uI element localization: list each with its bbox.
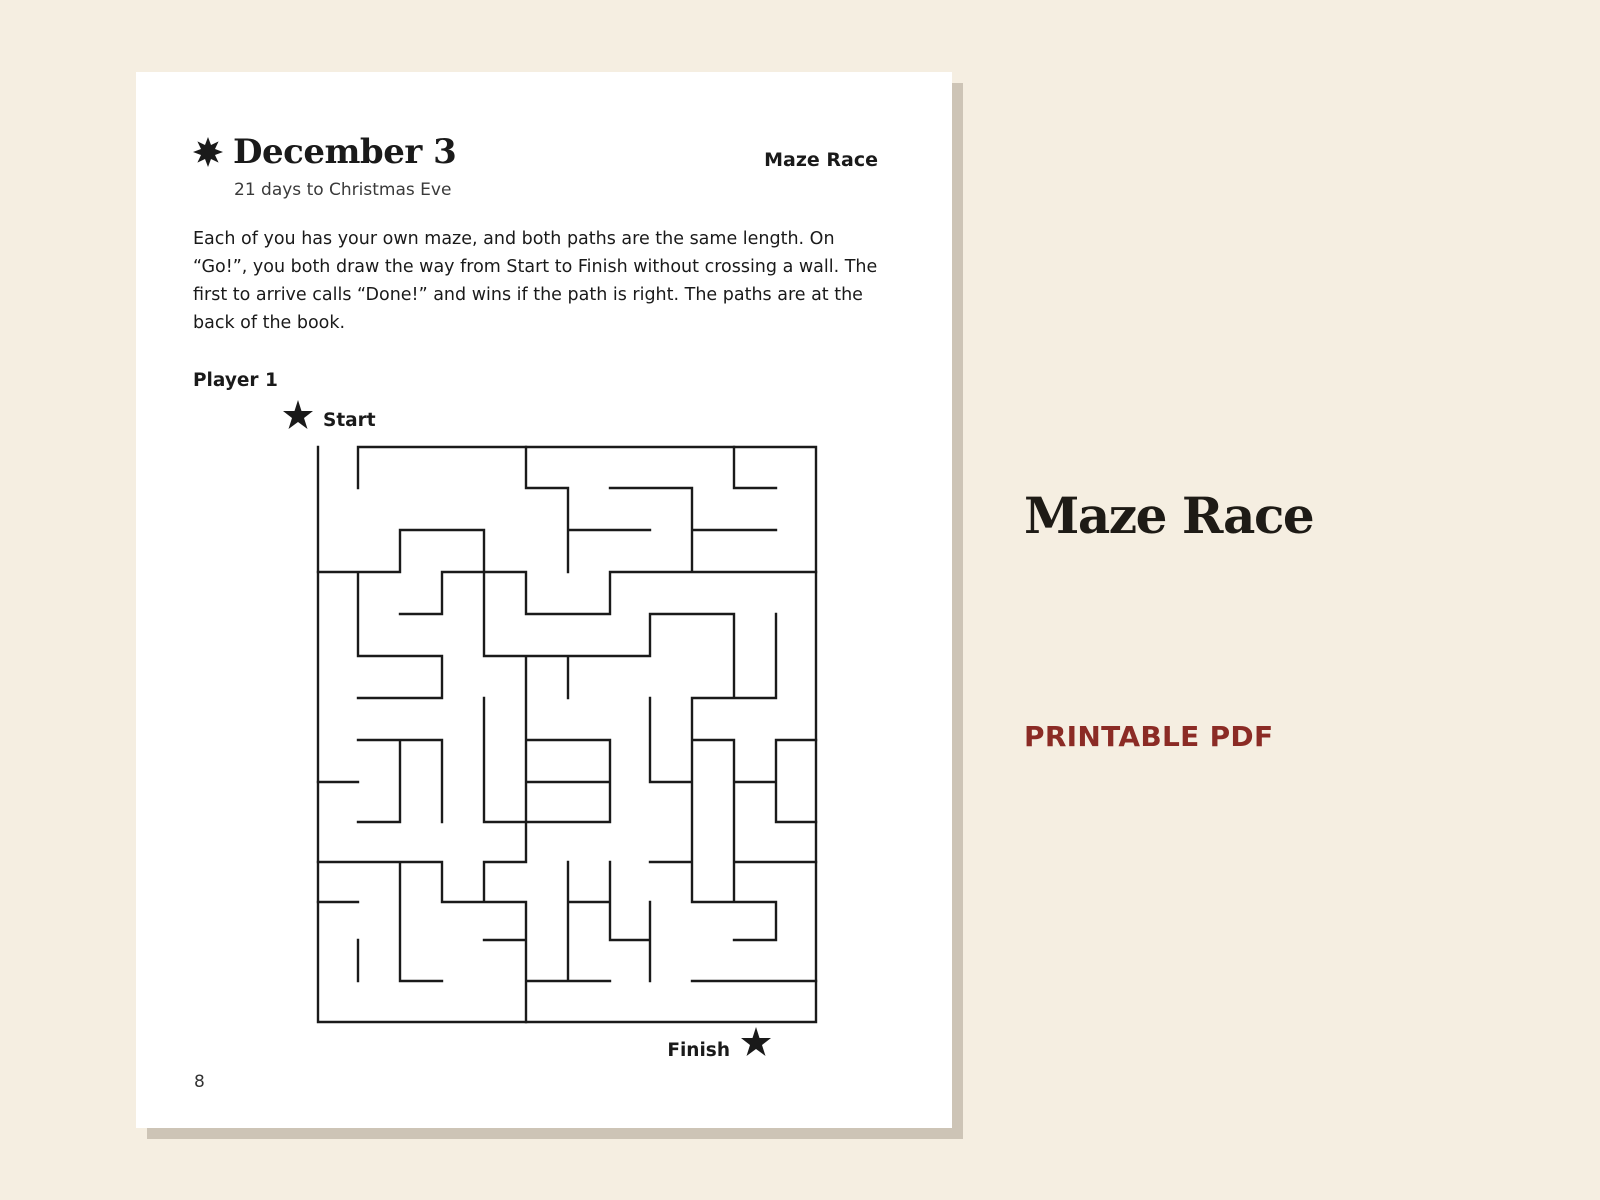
- finish-label: Finish: [667, 1040, 730, 1061]
- countdown-subtitle: 21 days to Christmas Eve: [234, 180, 452, 200]
- printable-page: [136, 72, 952, 1128]
- activity-label: Maze Race: [764, 149, 878, 171]
- maze-walls: [318, 447, 816, 1022]
- page-number: 8: [194, 1072, 205, 1092]
- printable-pdf-badge: PRINTABLE PDF: [1024, 720, 1274, 753]
- finish-star-icon: [741, 1027, 771, 1056]
- maze: [136, 72, 952, 1128]
- start-star-icon: [283, 400, 313, 429]
- maze-inner-walls: [318, 447, 816, 1022]
- page-date-heading: December 3: [233, 132, 457, 172]
- product-title: Maze Race: [1024, 486, 1314, 545]
- player-label: Player 1: [193, 370, 278, 391]
- start-label: Start: [323, 410, 376, 431]
- instructions-paragraph: Each of you has your own maze, and both paths are the same length. On “Go!”, you both draw the way from Start to Finish without crossing a wall. The first to arrive calls “Done!” and wins if the path is right. The paths are at the back of the book.: [193, 229, 878, 333]
